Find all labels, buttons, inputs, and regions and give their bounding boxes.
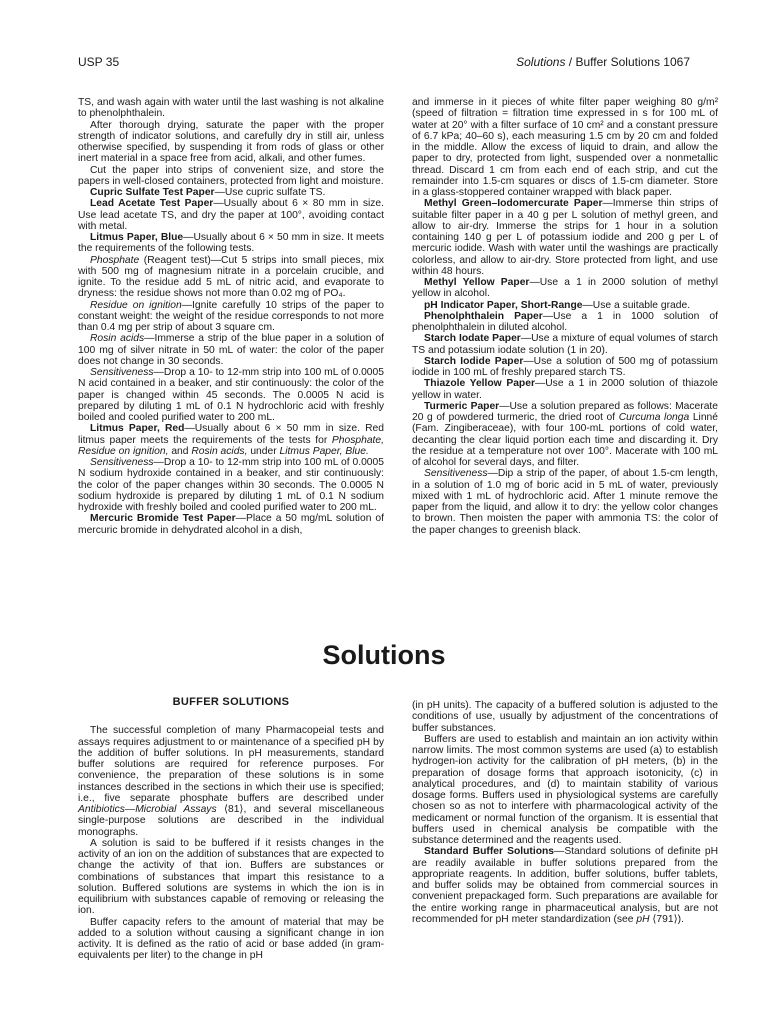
entry-text: —Usually about 6 × 80 mm in size. Use lead acetate TS, and dry the paper at 100°, avoiding contact with metal.	[78, 198, 384, 232]
entry-text: Linné (Fam. Zingiberaceae), with four 100-mL portions of cold water, decanting the clear liquid portion each time and discarding it. Dry the residue at a temperature not over 100°. Macerate with 100 mL of alcohol for several days, and filter.	[412, 412, 719, 468]
entry-term: pH Indicator Paper, Short-Range	[424, 299, 583, 311]
entry-term: Turmeric Paper	[424, 400, 500, 412]
column-2-lower	[412, 700, 718, 925]
paragraph: and immerse in it pieces of white filter paper weighing 80 g/m² (speed of filtration = filtration time expressed in s for 100 mL of water at 20° with a filter surface of 10 cm² and a constant pressure of 6.7 kPa; 40–60 s), each measuring 1.5 cm by 20 cm and folded in the middle. Allow the excess of liquid to drain, and allow the paper to dry, protected from light, suspended over a nonmetallic thread. Discard 1 cm from each end of each strip, and cut the remainder into 1.5-cm squares or discs of 1.5-cm diameter. Store in a glass-stoppered container wrapped with black paper.	[412, 97, 718, 198]
entry-text: —Immerse thin strips of suitable filter paper in a 40 g per L solution of methyl green, and allow to air-dry. Immerse the strips for 1 hour in a solution containing 140 g per L of potassium iodide and 200 g per L of mercuric iodide. Wash with water until the washings are practically colorless, and allow to air-dry. Store protected from light, and use within 48 hours.	[412, 198, 719, 277]
subentry-term: Phosphate	[90, 254, 140, 266]
entry-litmus-blue	[78, 232, 384, 255]
subentry-sensitiveness	[412, 468, 718, 536]
entry-cupric-sulfate	[78, 187, 384, 198]
paragraph: Buffers are used to establish and maintain an ion activity within narrow limits. The most common systems are used (a) to establish hydrogen-ion activity for the calibration of pH meters, (b) in the preparation of dosage forms that approach isotonicity, (c) in analytical procedures, and (d) to maintain stability of various dosage forms. Buffers used in physiological systems are carefully chosen so as not to interfere with pharmacological activity of the medicament or normal function of the organism. It is essential that buffers used in chemical analysis be compatible with the substance determined and the reagents used.	[412, 733, 718, 846]
cross-reference: Antibiotics—Microbial Assays	[78, 804, 217, 815]
paragraph-text: ⟨81⟩, and several miscellaneous single-purpose solutions are described in the individual monographs.	[78, 804, 384, 838]
subentry-phosphate	[78, 255, 384, 300]
subentry-residue	[78, 300, 384, 334]
entry-text: —Ignite carefully 10 strips of the paper to constant weight: the weight of the residue corresponds to not more than 0.4 mg per strip of about 3 square cm.	[78, 299, 384, 333]
entry-starch-iodate	[412, 333, 718, 356]
paragraph: Cut the paper into strips of convenient size, and store the papers in well-closed containers, protected from light and moisture.	[78, 164, 384, 187]
entry-starch-iodide	[412, 356, 718, 379]
running-header-right	[516, 55, 690, 69]
header-page-info: / Buffer Solutions 1067	[565, 55, 690, 69]
entry-text: —Use a solution of 500 mg of potassium iodide in 100 mL of freshly prepared starch TS.	[412, 355, 718, 378]
paragraph: After thorough drying, saturate the paper with the proper strength of indicator solutions, and carefully dry in still air, unless otherwise specified, by suspending it from rods of glass or other inert material in a space free from acid, alkali, and other fumes.	[78, 119, 384, 165]
entry-mercuric-bromide	[78, 513, 384, 536]
subentry-term: Rosin acids	[90, 333, 145, 345]
cross-reference: Phosphate, Residue on ignition,	[78, 434, 384, 457]
paragraph: TS, and wash again with water until the last washing is not alkaline to phenolphthalein.	[78, 97, 384, 120]
section-title: Solutions	[322, 640, 446, 670]
entry-text: —Use a 1 in 2000 solution of methyl yellow in alcohol.	[412, 277, 719, 300]
paragraph: Buffer capacity refers to the amount of material that may be added to a solution without causing a significant change in ion activity. It is defined as the ratio of acid or base added (in gram-equivalents per liter) to the change in pH	[78, 916, 384, 962]
entry-text: —Place a 50 mg/mL solution of mercuric bromide in dehydrated alcohol in a dish,	[78, 513, 384, 536]
entry-turmeric	[412, 401, 718, 469]
entry-text: —Drop a 10- to 12-mm strip into 100 mL of 0.0005 N acid contained in a beaker, and stir continuously: the color of the paper is changed within 45 seconds. The 0.0005 N acid is prepared by diluting 1 mL of 0.1 N hydrochloric acid with freshly boiled and cooled purified water to 200 mL.	[78, 367, 384, 423]
entry-text: —Usually about 6 × 50 mm in size. It meets the requirements of the following tests.	[78, 232, 384, 255]
subentry-term: Residue on ignition	[90, 299, 182, 311]
entry-lead-acetate	[78, 198, 384, 232]
entry-text: —Immerse a strip of the blue paper in a solution of 100 mg of silver nitrate in 50 mL of water: the color of the paper does not change in 30 seconds.	[78, 333, 385, 367]
entry-text: —Use a 1 in 1000 solution of phenolphthalein in diluted alcohol.	[412, 310, 718, 333]
paragraph: A solution is said to be buffered if it resists changes in the activity of an ion on the addition of substances that are expected to change the activity of that ion. Buffers are substances or combinations of substances that impart this resistance to a solution. Buffered solutions are systems in which the ion is in equilibrium with substances capable of removing or releasing the ion.	[78, 837, 384, 917]
entry-term: Litmus Paper, Red	[90, 423, 185, 435]
entry-text: —Use a mixture of equal volumes of starch TS and potassium iodate solution (1 in 20).	[412, 333, 718, 356]
latin-name: Curcuma longa	[618, 412, 690, 423]
running-header-left: USP 35	[78, 55, 120, 69]
entry-term: Methyl Green–Iodomercurate Paper	[424, 198, 603, 210]
entry-term: Starch Iodide Paper	[424, 355, 524, 367]
subsection-title: BUFFER SOLUTIONS	[172, 696, 290, 708]
column-1-lower	[78, 696, 384, 962]
entry-term: Starch Iodate Paper	[424, 333, 521, 345]
entry-text: ⟨791⟩).	[649, 913, 684, 925]
entry-text: —Usually about 6 × 50 mm in size. Red litmus paper meets the requirements of the tests for	[78, 423, 385, 446]
entry-text: —Drop a 10- to 12-mm strip into 100 mL of 0.0005 N sodium hydroxide contained in a beaker, and stir continuously: the color of the paper changes within 30 seconds. The 0.0005 N sodium hydroxide is prepared by diluting 1 mL of 0.1 N sodium hydroxide with freshly boiled and cooled purified water to 200 mL.	[78, 457, 384, 513]
entry-phenolphthalein	[412, 311, 718, 334]
entry-text: (Reagent test)—Cut 5 strips into small pieces, mix with 500 mg of magnesium nitrate in a porcelain crucible, and ignite. To the residue add 5 mL of nitric acid, and evaporate to dryness: the residue shows not more than 0.02 mg of PO₄.	[78, 254, 384, 300]
entry-text: —Use cupric sulfate TS.	[214, 187, 326, 198]
subentry-term: Sensitiveness	[90, 457, 154, 468]
entry-methyl-green	[412, 198, 718, 277]
entry-text: —Use a solution prepared as follows: Macerate 20 g of powdered turmeric, the dried root of	[412, 400, 719, 423]
subentry-sensitiveness	[78, 367, 384, 423]
paragraph: (in pH units). The capacity of a buffered solution is adjusted to the conditions of use, usually by adjustment of the concentrations of buffer substances.	[412, 700, 718, 734]
entry-term: Litmus Paper, Blue	[90, 232, 184, 243]
entry-methyl-yellow	[412, 277, 718, 300]
entry-term: Mercuric Bromide Test Paper	[90, 513, 236, 525]
column-1-upper	[78, 97, 384, 536]
subentry-term: Sensitiveness	[424, 468, 488, 480]
entry-term: Phenolphthalein Paper	[424, 310, 543, 322]
cross-reference: Rosin acids,	[191, 445, 248, 457]
subentry-rosin	[78, 333, 384, 367]
entry-standard-buffer	[412, 846, 718, 925]
entry-thiazole-yellow	[412, 378, 718, 401]
entry-text: —Use a 1 in 2000 solution of thiazole yellow in water.	[412, 378, 718, 401]
paragraph	[78, 725, 384, 838]
entry-text: and	[168, 445, 192, 457]
paragraph-text: The successful completion of many Pharmacopeial tests and assays requires adjustment to or maintenance of a specified pH by the addition of buffer solutions. In pH measurements, standard buffer solutions are required for reference purposes. For convenience, the preparation of these solutions is in some instances described in the sections in which their use is specified; i.e., five separate phosphate buffers are described under	[78, 725, 384, 804]
cross-reference: Litmus Paper, Blue.	[279, 445, 369, 457]
entry-ph-indicator	[412, 300, 718, 311]
entry-term: Lead Acetate Test Paper	[90, 198, 214, 210]
entry-text: —Use a suitable grade.	[582, 299, 691, 311]
entry-term: Thiazole Yellow Paper	[424, 378, 535, 390]
entry-term: Cupric Sulfate Test Paper	[90, 187, 215, 198]
cross-reference: pH	[636, 913, 650, 925]
entry-term: Methyl Yellow Paper	[424, 277, 530, 288]
subentry-term: Sensitiveness	[90, 367, 154, 378]
column-2-upper	[412, 97, 718, 536]
entry-text: —Dip a strip of the paper, of about 1.5-cm length, in a solution of 1.0 mg of boric acid in 5 mL of water, previously mixed with 1 mL of hydrochloric acid. After 1 minute remove the paper from the liquid, and allow it to dry: the yellow color changes to brown. Then moisten the paper with ammonia TS: the color of the paper changes to greenish black.	[412, 468, 718, 536]
subentry-sensitiveness	[78, 457, 384, 513]
entry-text: —Standard solutions of definite pH are readily available in buffer solutions prepared from the appropriate reagents. In addition, buffer solutions, buffer tablets, and buffer solids may be obtained from commercial sources in convenient prepackaged form. Such preparations are available for the entire working range in pharmaceutical analysis, but are not recommended for pH meter standardization (see	[412, 846, 719, 925]
entry-term: Standard Buffer Solutions	[424, 846, 555, 858]
entry-text: under	[247, 445, 280, 457]
header-section-name: Solutions	[516, 55, 566, 69]
entry-litmus-red	[78, 423, 384, 457]
